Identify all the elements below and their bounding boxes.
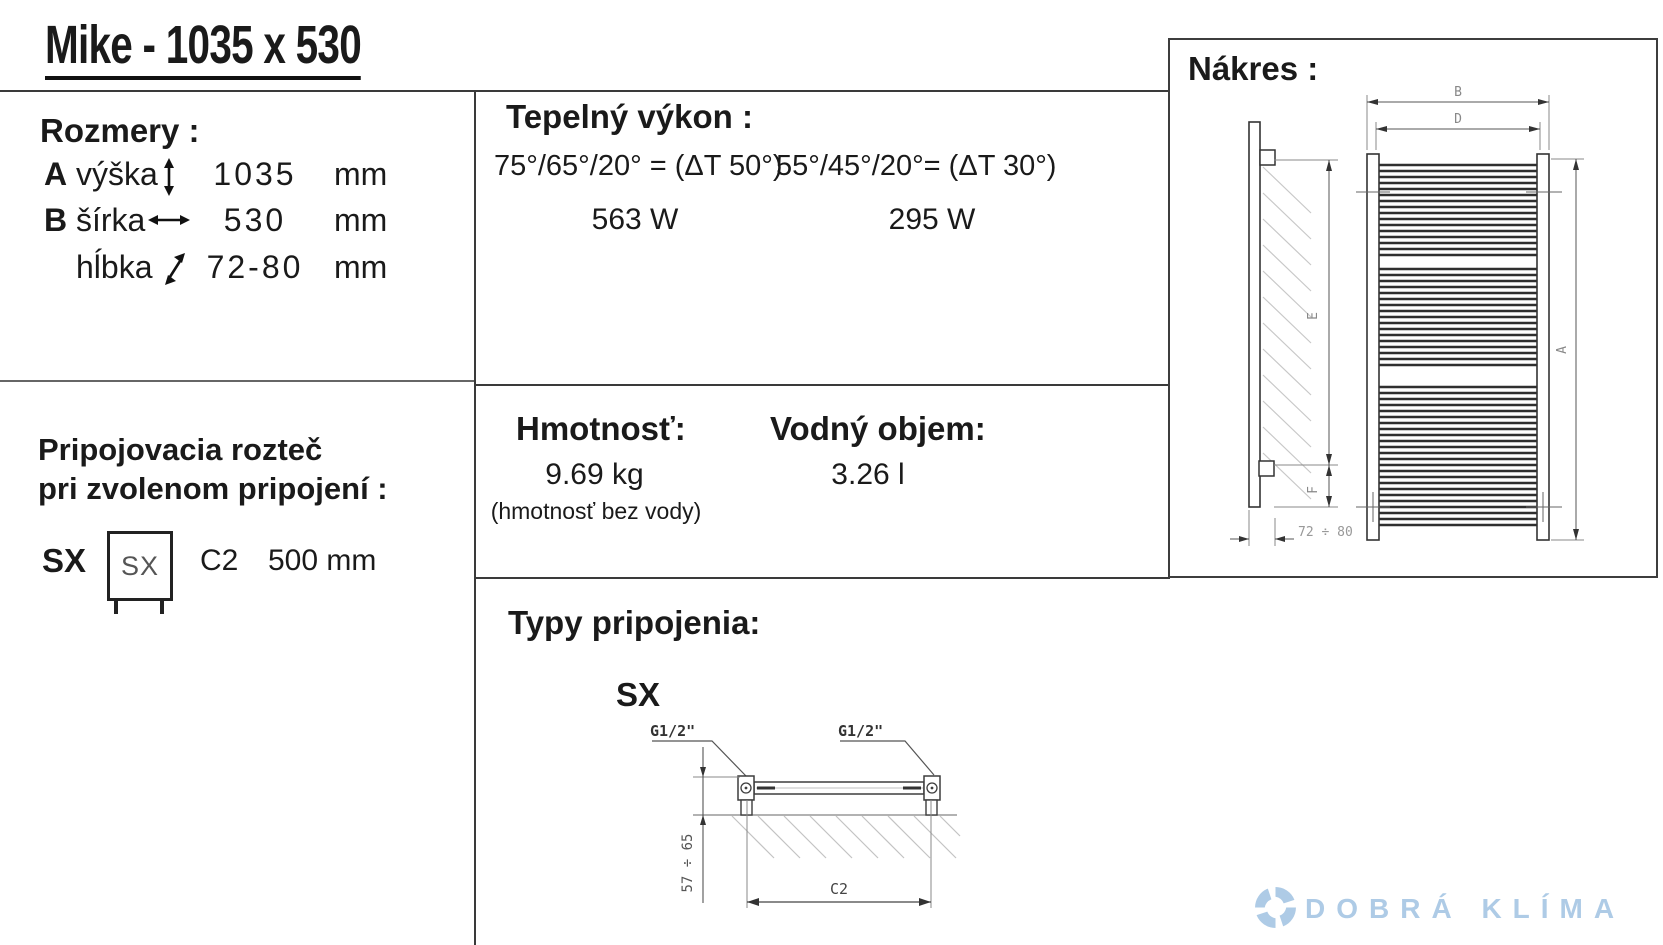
divider-lower (476, 577, 1170, 579)
connection-pitch-heading-line2: pri zvolenom pripojení : (38, 471, 388, 506)
connection-pitch-heading (38, 430, 388, 508)
drawing-heading: Nákres : (1188, 50, 1319, 87)
connection-types-heading: Typy pripojenia: (508, 604, 761, 641)
heat-output-formula-dt30: 55°/45°/20°= (ΔT 30°) (776, 150, 1057, 182)
logo-pinwheel (1255, 887, 1296, 928)
divider-top (0, 90, 1170, 92)
radiator-rungs (1379, 165, 1537, 525)
dimension-row-width (0, 202, 474, 242)
water-volume-heading: Vodný objem: (770, 410, 986, 447)
weight-value: 9.69 kg (545, 458, 644, 491)
side-top-bracket (1260, 150, 1275, 165)
leader-line-left (652, 741, 746, 776)
dimensions-heading: Rozmery : (40, 112, 200, 149)
heat-output-formula-dt50: 75°/65°/20° = (ΔT 50°) (494, 150, 783, 182)
arrowhead (1538, 99, 1549, 105)
dim-key: B (44, 202, 68, 238)
wall-distance-label: 57 ÷ 65 (680, 833, 696, 893)
side-wall-hatch (1263, 167, 1311, 499)
dobra-klima-logo-icon (1253, 885, 1298, 930)
side-view-profile (1249, 122, 1260, 507)
heat-output-heading: Tepelný výkon : (506, 98, 753, 135)
dimension-row-height (0, 156, 474, 196)
arrowhead (919, 898, 931, 906)
arrowhead (700, 767, 706, 777)
box-leg-right (160, 601, 164, 614)
side-bottom-bracket (1259, 461, 1274, 476)
dim-value: 72-80 (206, 249, 304, 285)
height-arrow-icon (160, 158, 178, 196)
drawing-panel (1168, 38, 1658, 578)
connection-code: C2 (200, 544, 239, 577)
connection-pitch-heading-line1: Pripojovacia rozteč (38, 432, 323, 467)
leader-line-right (840, 741, 934, 775)
connection-variant-label: SX (42, 542, 87, 579)
dim-unit: mm (334, 249, 388, 285)
sx-connection-diagram (620, 705, 1040, 920)
arrowhead (700, 815, 706, 825)
arrowhead (1573, 529, 1579, 540)
dim-label-a: A (1555, 346, 1570, 354)
arrowhead (1239, 536, 1249, 542)
dim-label: šírka (76, 202, 146, 238)
dim-label-b: B (1454, 85, 1462, 100)
connection-type-variant: SX (616, 676, 661, 713)
depth-arrow-icon (160, 251, 190, 287)
dim-value: 530 (223, 202, 287, 238)
arrowhead (1326, 160, 1332, 171)
dim-value: 1035 (213, 156, 297, 192)
arrowhead (747, 898, 759, 906)
dimension-row-depth (0, 249, 474, 289)
wall-hatch (732, 816, 960, 858)
page-title: Mike - 1035 x 530 (45, 20, 361, 80)
arrowhead (1326, 496, 1332, 507)
dim-label-depth: 72 ÷ 80 (1298, 525, 1353, 540)
dim-label: hĺbka (76, 249, 153, 285)
dim-label: výška (76, 156, 158, 192)
fitting-left-port-center (745, 787, 748, 790)
thread-label-right: G1/2" (838, 722, 884, 740)
arrowhead (1275, 536, 1285, 542)
dim-unit: mm (334, 202, 388, 238)
dobra-klima-logo-text: DOBRÁ KLÍMA (1305, 893, 1626, 924)
divider-left-mid (0, 380, 474, 382)
dim-key: A (44, 156, 68, 192)
arrowhead (1367, 99, 1378, 105)
arrowhead (1573, 159, 1579, 170)
connection-pitch-value: 500 mm (268, 544, 377, 577)
arrowhead (1326, 465, 1332, 476)
divider-mid (476, 384, 1170, 386)
dim-label-f: F (1306, 486, 1321, 494)
heat-output-value-dt50: 563 W (591, 203, 679, 236)
dim-label-d: D (1454, 112, 1462, 127)
arrowhead (1529, 126, 1540, 132)
thread-label-left: G1/2" (650, 722, 696, 740)
connection-variant-box-label: SX (120, 550, 160, 581)
arrowhead (1376, 126, 1387, 132)
weight-heading: Hmotnosť: (516, 410, 686, 447)
heat-output-value-dt30: 295 W (888, 203, 976, 236)
spacing-label: C2 (829, 880, 849, 898)
collector-left (1367, 154, 1379, 540)
weight-note: (hmotnosť bez vody) (490, 498, 702, 524)
fitting-right-port-center (931, 787, 934, 790)
box-leg-left (114, 601, 118, 614)
collector-right (1537, 154, 1549, 540)
width-arrow-icon (148, 212, 190, 228)
water-volume-value: 3.26 l (831, 458, 905, 491)
dim-unit: mm (334, 156, 388, 192)
arrowhead (1326, 454, 1332, 465)
radiator-technical-drawing (1170, 40, 1660, 578)
dim-label-e: E (1306, 312, 1321, 320)
connection-variant-box (107, 531, 173, 601)
